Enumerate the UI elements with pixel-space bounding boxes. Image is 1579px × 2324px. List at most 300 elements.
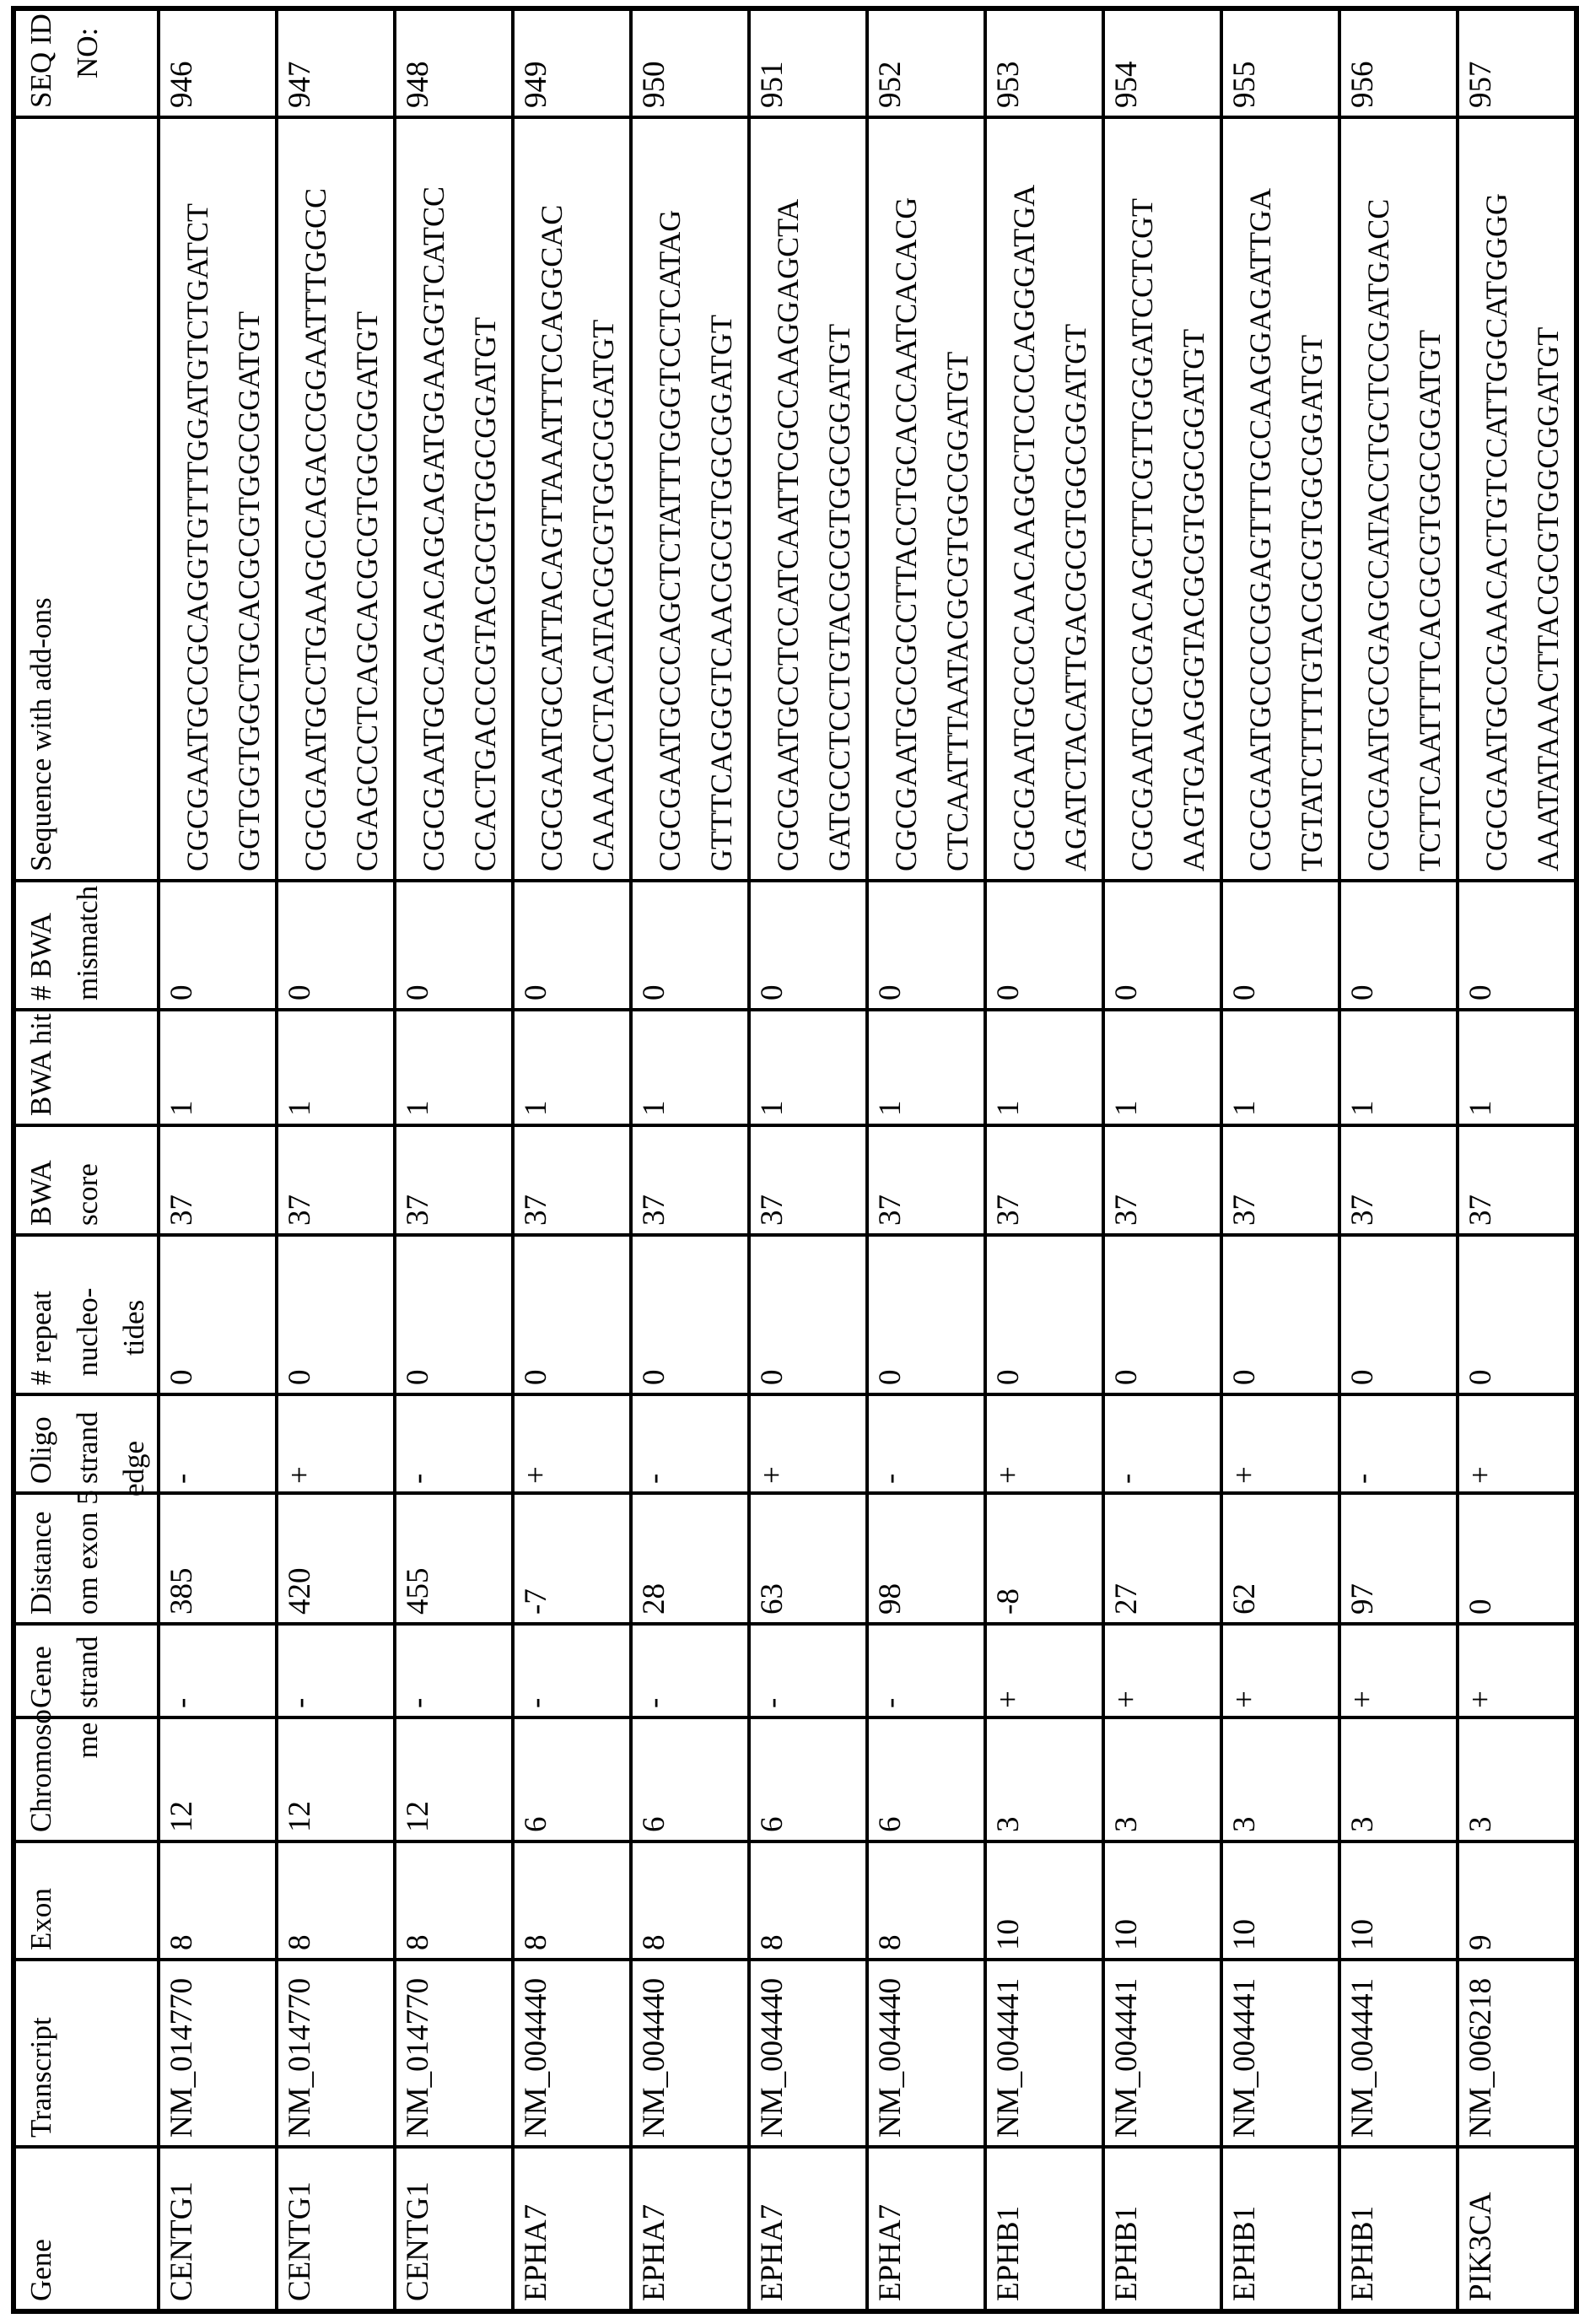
cell-seq-id (631, 8, 749, 117)
cell-bwa-score (159, 1125, 277, 1235)
cell-gene-strand (395, 1624, 513, 1717)
cell-sequence-value: CGCGAATGCCTCCATCAATTCGCCAAGGAGCTA (771, 198, 805, 871)
cell-chromosome-value: 3 (1109, 1816, 1144, 1832)
col-header-exon-line: Exon (24, 1888, 57, 1950)
cell-sequence-value: AAGTGAAGGGTACGCGTGGCGGATGT (1177, 328, 1210, 871)
cell-exon-value: 8 (283, 1934, 317, 1950)
cell-bwa-hit-value: 1 (873, 1100, 908, 1116)
cell-gene-strand (1458, 1624, 1576, 1717)
cell-seq-id (867, 8, 985, 117)
cell-repeat-nucleotides (277, 1235, 395, 1394)
cell-distance-from-exon-5-edge-value: 28 (637, 1583, 671, 1615)
cell-bwa-hit-value: 1 (401, 1100, 435, 1116)
cell-repeat-nucleotides (1103, 1235, 1221, 1394)
cell-sequence-value: AAATATAAACTTACGCGTGGCGGATGT (1531, 326, 1565, 871)
cell-gene-value: EPHA7 (637, 2203, 671, 2301)
cell-oligo-strand-value: + (1227, 1466, 1262, 1484)
cell-chromosome-value: 3 (1227, 1816, 1262, 1832)
cell-bwa-hit (277, 1010, 395, 1125)
cell-gene-strand (1103, 1624, 1221, 1717)
cell-transcript-value: NM_004440 (519, 1977, 553, 2138)
cell-bwa-mismatch-value: 0 (1109, 984, 1144, 1000)
col-header-bwa-score (13, 1125, 159, 1235)
cell-transcript (513, 1960, 631, 2147)
cell-seq-id-value: 949 (519, 61, 553, 108)
col-header-bwa-mismatch (13, 881, 159, 1010)
cell-bwa-hit (1339, 1010, 1458, 1125)
cell-chromosome-value: 12 (164, 1801, 199, 1832)
cell-exon-value: 8 (519, 1934, 553, 1950)
cell-chromosome (749, 1717, 867, 1841)
cell-distance-from-exon-5-edge (749, 1493, 867, 1624)
cell-oligo-strand (631, 1394, 749, 1493)
cell-chromosome (513, 1717, 631, 1841)
cell-exon (1339, 1841, 1458, 1960)
cell-exon-value: 8 (401, 1934, 435, 1950)
cell-gene (985, 2147, 1103, 2311)
cell-exon (395, 1841, 513, 1960)
cell-exon (867, 1841, 985, 1960)
cell-exon (1221, 1841, 1339, 1960)
cell-gene (513, 2147, 631, 2311)
cell-exon (749, 1841, 867, 1960)
cell-oligo-strand (277, 1394, 395, 1493)
cell-sequence (1221, 117, 1339, 881)
cell-distance-from-exon-5-edge (395, 1493, 513, 1624)
cell-chromosome (1339, 1717, 1458, 1841)
cell-bwa-hit-value: 1 (519, 1100, 553, 1116)
cell-sequence-value: TGTATCTTTTGTACGCGTGGCGGATGT (1295, 334, 1328, 871)
cell-repeat-nucleotides-value: 0 (1463, 1369, 1498, 1385)
cell-repeat-nucleotides (1458, 1235, 1576, 1394)
col-header-sequence (13, 117, 159, 881)
cell-distance-from-exon-5-edge (631, 1493, 749, 1624)
cell-oligo-strand (867, 1394, 985, 1493)
cell-repeat-nucleotides (631, 1235, 749, 1394)
cell-sequence (277, 117, 395, 881)
cell-gene-strand-value: - (637, 1697, 671, 1708)
cell-bwa-score-value: 37 (283, 1194, 317, 1226)
cell-bwa-mismatch-value: 0 (1345, 984, 1380, 1000)
cell-repeat-nucleotides-value: 0 (1345, 1369, 1380, 1385)
cell-transcript (1103, 1960, 1221, 2147)
col-header-bwa-score-line: BWA (24, 1160, 57, 1226)
cell-bwa-hit (1221, 1010, 1339, 1125)
col-header-distance-from-exon-5-edge-line: om exon 5 (71, 1490, 104, 1615)
col-header-chromosome-line: me (71, 1722, 104, 1759)
col-header-bwa-mismatch-line: mismatch (71, 885, 104, 1000)
cell-chromosome-value: 3 (1463, 1816, 1498, 1832)
cell-repeat-nucleotides-value: 0 (283, 1369, 317, 1385)
cell-seq-id (159, 8, 277, 117)
cell-gene-strand-value: - (283, 1697, 317, 1708)
table-row (1103, 8, 1221, 2311)
cell-gene-value: PIK3CA (1463, 2192, 1498, 2301)
cell-chromosome (395, 1717, 513, 1841)
cell-distance-from-exon-5-edge (1103, 1493, 1221, 1624)
cell-sequence-value: TCTTCAATTTTCACGCGTGGCGGATGT (1413, 330, 1447, 871)
table-row (1221, 8, 1339, 2311)
cell-sequence-value: GGTGGTGGCTGCACGCGTGGCGGATGT (232, 311, 266, 871)
cell-exon-value: 9 (1463, 1934, 1498, 1950)
cell-seq-id (749, 8, 867, 117)
cell-bwa-mismatch (513, 881, 631, 1010)
cell-bwa-score (985, 1125, 1103, 1235)
table-row (1339, 8, 1458, 2311)
cell-repeat-nucleotides (749, 1235, 867, 1394)
cell-bwa-mismatch (1221, 881, 1339, 1010)
cell-gene-strand (749, 1624, 867, 1717)
cell-gene-strand-value: - (164, 1697, 199, 1708)
cell-exon-value: 10 (1227, 1919, 1262, 1950)
cell-distance-from-exon-5-edge (1458, 1493, 1576, 1624)
oligo-table (11, 6, 1579, 2314)
cell-exon-value: 10 (1109, 1919, 1144, 1950)
col-header-repeat-nucleotides-line: # repeat (24, 1291, 57, 1385)
cell-oligo-strand-value: + (1463, 1466, 1498, 1484)
cell-exon-value: 8 (755, 1934, 790, 1950)
cell-bwa-score (749, 1125, 867, 1235)
cell-gene (1458, 2147, 1576, 2311)
cell-bwa-hit-value: 1 (1227, 1100, 1262, 1116)
cell-transcript (749, 1960, 867, 2147)
col-header-transcript (13, 1960, 159, 2147)
cell-sequence (1339, 117, 1458, 881)
cell-gene-value: EPHB1 (1227, 2205, 1262, 2301)
cell-transcript-value: NM_004441 (1345, 1977, 1380, 2138)
cell-bwa-mismatch-value: 0 (1227, 984, 1262, 1000)
col-header-repeat-nucleotides-line: tides (117, 1299, 150, 1356)
cell-distance-from-exon-5-edge (159, 1493, 277, 1624)
cell-seq-id (1339, 8, 1458, 117)
cell-distance-from-exon-5-edge-value: 385 (164, 1567, 199, 1615)
cell-sequence-value: CGCGAATGCCTGAAGCCAGACCGGAATTTGGCC (299, 187, 332, 871)
cell-gene (867, 2147, 985, 2311)
cell-transcript-value: NM_004440 (637, 1977, 671, 2138)
cell-seq-id (277, 8, 395, 117)
cell-bwa-hit-value: 1 (991, 1100, 1026, 1116)
cell-gene-strand-value: - (873, 1697, 908, 1708)
cell-distance-from-exon-5-edge-value: 420 (283, 1567, 317, 1615)
cell-repeat-nucleotides-value: 0 (519, 1369, 553, 1385)
cell-transcript-value: NM_004440 (873, 1977, 908, 2138)
cell-sequence-value: CGAGCCCTCAGCACGCGTGGCGGATGT (350, 310, 384, 871)
cell-transcript-value: NM_004441 (1227, 1977, 1262, 2138)
cell-chromosome-value: 12 (283, 1801, 317, 1832)
cell-bwa-score (631, 1125, 749, 1235)
cell-sequence-value: AGATCTACATTGACGCGTGGCGGATGT (1059, 323, 1092, 871)
col-header-repeat-nucleotides-line: nucleo- (71, 1287, 104, 1377)
cell-distance-from-exon-5-edge-value: 27 (1109, 1583, 1144, 1615)
cell-bwa-mismatch (1458, 881, 1576, 1010)
col-header-exon (13, 1841, 159, 1960)
cell-chromosome (159, 1717, 277, 1841)
cell-bwa-hit (159, 1010, 277, 1125)
cell-transcript-value: NM_004440 (755, 1977, 790, 2138)
cell-bwa-hit (513, 1010, 631, 1125)
cell-oligo-strand (985, 1394, 1103, 1493)
cell-gene-value: CENTG1 (164, 2181, 199, 2301)
cell-gene-strand (1221, 1624, 1339, 1717)
cell-bwa-mismatch (395, 881, 513, 1010)
cell-bwa-mismatch (749, 881, 867, 1010)
cell-sequence-value: CGCGAATGCCCCAACAAGGCTCCCCAGGGATGA (1007, 184, 1041, 871)
cell-bwa-hit-value: 1 (637, 1100, 671, 1116)
cell-chromosome-value: 3 (991, 1816, 1026, 1832)
cell-exon (159, 1841, 277, 1960)
col-header-seq-id-line: SEQ ID (24, 13, 57, 108)
cell-repeat-nucleotides-value: 0 (873, 1369, 908, 1385)
cell-distance-from-exon-5-edge-value: 62 (1227, 1583, 1262, 1615)
cell-sequence-value: CGCGAATGCCCAGCTCTATTTGGGTCCTCATAG (653, 209, 687, 871)
cell-distance-from-exon-5-edge-value: 97 (1345, 1583, 1380, 1615)
cell-bwa-mismatch-value: 0 (873, 984, 908, 1000)
cell-bwa-hit-value: 1 (164, 1100, 199, 1116)
cell-seq-id (513, 8, 631, 117)
cell-gene-strand-value: + (1109, 1690, 1144, 1708)
cell-sequence-value: CGCGAATGCCGAGCCATACCTGCTCCGATGACC (1361, 198, 1395, 871)
cell-bwa-mismatch (277, 881, 395, 1010)
cell-sequence-value: CCACTGACCCGTACGCGTGGCGGATGT (468, 316, 502, 871)
cell-seq-id-value: 957 (1463, 61, 1498, 108)
cell-gene-strand-value: + (1463, 1690, 1498, 1708)
cell-sequence (1103, 117, 1221, 881)
cell-transcript (277, 1960, 395, 2147)
cell-sequence-value: CGCGAATGCCCCGGAGTTTGCCAAGGAGATTGA (1243, 187, 1277, 871)
cell-chromosome-value: 6 (873, 1816, 908, 1832)
cell-gene-value: EPHB1 (1345, 2205, 1380, 2301)
cell-gene-strand (513, 1624, 631, 1717)
cell-bwa-mismatch-value: 0 (519, 984, 553, 1000)
cell-seq-id (1458, 8, 1576, 117)
cell-bwa-hit (1458, 1010, 1576, 1125)
cell-bwa-hit-value: 1 (1109, 1100, 1144, 1116)
cell-chromosome (985, 1717, 1103, 1841)
cell-distance-from-exon-5-edge (1221, 1493, 1339, 1624)
cell-bwa-score-value: 37 (1463, 1194, 1498, 1226)
cell-bwa-score-value: 37 (401, 1194, 435, 1226)
cell-transcript (867, 1960, 985, 2147)
cell-chromosome-value: 6 (637, 1816, 671, 1832)
col-header-chromosome (13, 1709, 159, 1841)
cell-sequence (395, 117, 513, 881)
cell-distance-from-exon-5-edge-value: 98 (873, 1583, 908, 1615)
cell-bwa-score-value: 37 (1109, 1194, 1144, 1226)
cell-seq-id (1221, 8, 1339, 117)
cell-distance-from-exon-5-edge-value: -8 (991, 1588, 1026, 1615)
cell-gene-strand (1339, 1624, 1458, 1717)
cell-sequence (867, 117, 985, 881)
cell-exon-value: 8 (873, 1934, 908, 1950)
cell-distance-from-exon-5-edge (867, 1493, 985, 1624)
cell-repeat-nucleotides (867, 1235, 985, 1394)
table-row (749, 8, 867, 2311)
cell-chromosome (1221, 1717, 1339, 1841)
col-header-oligo-strand-line: strand (71, 1411, 104, 1484)
cell-gene-value: EPHA7 (519, 2203, 553, 2301)
cell-gene (1339, 2147, 1458, 2311)
cell-oligo-strand-value: - (401, 1473, 435, 1484)
cell-distance-from-exon-5-edge-value: 63 (755, 1583, 790, 1615)
cell-exon (1103, 1841, 1221, 1960)
cell-chromosome-value: 6 (519, 1816, 553, 1832)
col-header-seq-id (13, 8, 159, 117)
cell-exon (1458, 1841, 1576, 1960)
col-header-gene-strand (13, 1624, 159, 1717)
cell-sequence (631, 117, 749, 881)
cell-gene-value: CENTG1 (283, 2181, 317, 2301)
cell-sequence-value: CGCGAATGCCGACAGCTTCGTTGGGATCCTCGT (1125, 197, 1159, 871)
cell-repeat-nucleotides (159, 1235, 277, 1394)
table-row (631, 8, 749, 2311)
cell-transcript (1458, 1960, 1576, 2147)
cell-oligo-strand (749, 1394, 867, 1493)
cell-bwa-score-value: 37 (991, 1194, 1026, 1226)
col-header-distance-from-exon-5-edge-line: Distance (24, 1511, 57, 1615)
cell-oligo-strand-value: + (991, 1466, 1026, 1484)
col-header-repeat-nucleotides (13, 1235, 159, 1394)
cell-bwa-score (867, 1125, 985, 1235)
cell-distance-from-exon-5-edge (1339, 1493, 1458, 1624)
cell-chromosome (631, 1717, 749, 1841)
col-header-gene-strand-line: strand (71, 1636, 104, 1708)
cell-gene (631, 2147, 749, 2311)
cell-chromosome-value: 3 (1345, 1816, 1380, 1832)
cell-repeat-nucleotides (513, 1235, 631, 1394)
cell-gene-strand-value: + (991, 1690, 1026, 1708)
cell-oligo-strand (1103, 1394, 1221, 1493)
cell-bwa-mismatch (159, 881, 277, 1010)
cell-gene-strand-value: - (401, 1697, 435, 1708)
cell-bwa-hit (395, 1010, 513, 1125)
col-header-transcript-line: Transcript (24, 2017, 57, 2138)
cell-bwa-score (1339, 1125, 1458, 1235)
cell-bwa-mismatch-value: 0 (637, 984, 671, 1000)
cell-repeat-nucleotides-value: 0 (991, 1369, 1026, 1385)
cell-oligo-strand-value: - (164, 1473, 199, 1484)
cell-oligo-strand-value: - (637, 1473, 671, 1484)
cell-sequence (749, 117, 867, 881)
cell-oligo-strand (1339, 1394, 1458, 1493)
cell-distance-from-exon-5-edge (277, 1493, 395, 1624)
cell-bwa-score-value: 37 (1227, 1194, 1262, 1226)
cell-distance-from-exon-5-edge (513, 1493, 631, 1624)
cell-distance-from-exon-5-edge-value: -7 (519, 1588, 553, 1615)
cell-oligo-strand (159, 1394, 277, 1493)
cell-bwa-mismatch-value: 0 (401, 984, 435, 1000)
cell-bwa-mismatch-value: 0 (755, 984, 790, 1000)
cell-transcript (631, 1960, 749, 2147)
cell-bwa-score (277, 1125, 395, 1235)
cell-bwa-mismatch-value: 0 (1463, 984, 1498, 1000)
cell-bwa-hit-value: 1 (1463, 1100, 1498, 1116)
table-row (395, 8, 513, 2311)
cell-bwa-mismatch-value: 0 (164, 984, 199, 1000)
cell-seq-id-value: 954 (1109, 61, 1144, 108)
cell-sequence (513, 117, 631, 881)
cell-gene (395, 2147, 513, 2311)
col-header-gene-line: Gene (24, 2239, 57, 2301)
cell-distance-from-exon-5-edge (985, 1493, 1103, 1624)
cell-repeat-nucleotides-value: 0 (164, 1369, 199, 1385)
cell-transcript-value: NM_006218 (1463, 1977, 1498, 2138)
cell-bwa-score (395, 1125, 513, 1235)
rotated-table-container (11, 11, 1565, 2314)
col-header-seq-id-line: NO: (71, 27, 104, 78)
cell-repeat-nucleotides (1221, 1235, 1339, 1394)
cell-seq-id-value: 952 (873, 61, 908, 108)
cell-oligo-strand (1458, 1394, 1576, 1493)
cell-bwa-score-value: 37 (1345, 1194, 1380, 1226)
cell-transcript-value: NM_014770 (283, 1977, 317, 2138)
cell-gene (1221, 2147, 1339, 2311)
cell-bwa-hit-value: 1 (755, 1100, 790, 1116)
cell-bwa-score (1458, 1125, 1576, 1235)
cell-oligo-strand (513, 1394, 631, 1493)
cell-gene-value: CENTG1 (401, 2181, 435, 2301)
col-header-sequence-line: Sequence with add-ons (24, 597, 57, 871)
cell-sequence-value: CGCGAATGCCGAACACTGTCCATTGGCATGGGG (1479, 192, 1513, 871)
cell-oligo-strand (1221, 1394, 1339, 1493)
cell-transcript-value: NM_014770 (401, 1977, 435, 2138)
cell-sequence-value: CGCGAATGCCGCAGGTGTTTGGATGTCTGATCT (181, 203, 214, 871)
cell-exon (631, 1841, 749, 1960)
cell-transcript (1339, 1960, 1458, 2147)
cell-gene-value: EPHB1 (1109, 2205, 1144, 2301)
table-row (1458, 8, 1576, 2311)
table-row (513, 8, 631, 2311)
cell-bwa-hit (867, 1010, 985, 1125)
cell-bwa-score (1103, 1125, 1221, 1235)
cell-exon-value: 8 (164, 1934, 199, 1950)
cell-bwa-mismatch (1339, 881, 1458, 1010)
cell-gene-value: EPHA7 (755, 2203, 790, 2301)
col-header-distance-from-exon-5-edge-line: edge (117, 1440, 150, 1496)
cell-seq-id-value: 953 (991, 61, 1026, 108)
cell-transcript (159, 1960, 277, 2147)
cell-gene-strand-value: - (755, 1697, 790, 1708)
cell-bwa-mismatch-value: 0 (283, 984, 317, 1000)
cell-seq-id-value: 947 (283, 61, 317, 108)
cell-repeat-nucleotides-value: 0 (1227, 1369, 1262, 1385)
cell-gene (749, 2147, 867, 2311)
cell-sequence-value: CGCGAATGCCATTACAGTTAAATTTCCAGGCAC (535, 204, 569, 871)
cell-bwa-score-value: 37 (873, 1194, 908, 1226)
cell-seq-id-value: 946 (164, 61, 199, 108)
cell-transcript (395, 1960, 513, 2147)
table-row (159, 8, 277, 2311)
col-header-bwa-score-line: score (71, 1163, 104, 1226)
cell-gene-value: EPHA7 (873, 2203, 908, 2301)
cell-transcript (1221, 1960, 1339, 2147)
cell-oligo-strand-value: - (873, 1473, 908, 1484)
cell-seq-id-value: 955 (1227, 61, 1262, 108)
header-row (13, 8, 159, 2311)
cell-sequence-value: GATGCCTCCTGTACGCGTGGCGGATGT (822, 323, 856, 871)
cell-bwa-mismatch (1103, 881, 1221, 1010)
cell-repeat-nucleotides-value: 0 (401, 1369, 435, 1385)
cell-gene-strand (631, 1624, 749, 1717)
cell-exon-value: 10 (1345, 1919, 1380, 1950)
cell-bwa-score-value: 37 (164, 1194, 199, 1226)
cell-seq-id-value: 956 (1345, 61, 1380, 108)
table-body (13, 8, 1576, 2311)
cell-seq-id-value: 950 (637, 61, 671, 108)
cell-bwa-hit (985, 1010, 1103, 1125)
cell-gene (1103, 2147, 1221, 2311)
cell-gene-strand (277, 1624, 395, 1717)
cell-seq-id (395, 8, 513, 117)
